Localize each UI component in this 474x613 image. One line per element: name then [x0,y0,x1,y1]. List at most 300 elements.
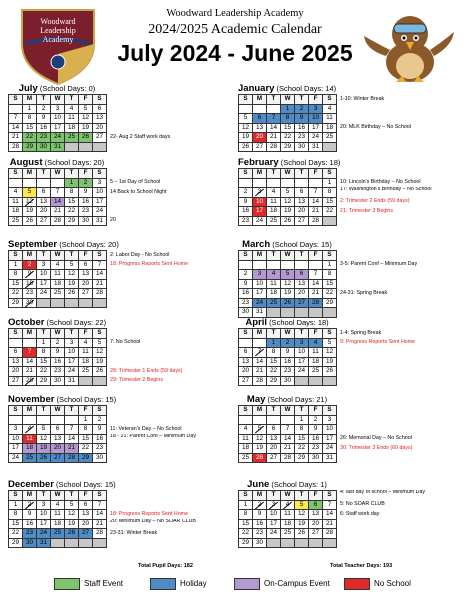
week-row [239,298,337,308]
day-cell: 12 [295,510,309,520]
day-cell [23,178,37,188]
day-cell: 27 [9,376,23,386]
day-cell: 10 [65,348,79,358]
month-notes [110,94,236,151]
legend-label: On-Campus Event [264,579,330,588]
month-name: January [238,83,275,94]
event-note: 22- Aug 2 Staff work days [110,133,171,140]
event-note: 29: Trimester 2 Begins [110,377,163,383]
week-row [239,538,337,548]
event-note [110,123,236,133]
day-cell [93,376,107,386]
event-note [110,328,236,338]
day-cell: 5 [93,338,107,348]
day-cell: 29 [281,142,295,152]
day-cell: 7 [323,500,337,510]
day-cell: 18 [281,519,295,529]
day-cell: 23 [239,298,253,308]
month-grid [8,405,107,463]
month-september [8,239,238,306]
day-cell: 7 [93,500,107,510]
day-cell: 20 [79,279,93,289]
day-cell: 24 [65,367,79,377]
day-cell: 17 [9,444,23,454]
day-cell: 28 [309,216,323,226]
weekday-header: F [79,95,93,105]
day-cell: 26 [79,133,93,143]
week-row [9,529,107,539]
day-cell: 31 [323,453,337,463]
event-note [110,490,236,500]
day-cell: 21 [281,444,295,454]
weekday-header: S [9,329,23,339]
day-cell: 17 [267,519,281,529]
day-cell: 1 [267,338,281,348]
event-note: 5 – 1st Day of School [110,179,161,185]
month-notes [110,490,236,547]
day-cell: 18 [309,357,323,367]
day-cell: 26 [93,367,107,377]
month-grid [238,405,337,463]
month-notes [340,168,466,225]
day-cell [253,338,267,348]
day-cell: 13 [309,510,323,520]
day-cell: 21 [267,133,281,143]
event-note [340,453,466,463]
day-cell: 11 [65,114,79,124]
day-cell: 22 [9,289,23,299]
day-cell: 29 [23,142,37,152]
month-grid [238,250,337,318]
day-cell: 27 [37,216,51,226]
day-cell: 31 [65,376,79,386]
day-cell [309,538,323,548]
day-cell [253,415,267,425]
month-march [238,239,468,316]
day-cell [281,308,295,318]
weekday-header: M [23,406,37,416]
school-days-count: (School Days: 15) [56,480,116,489]
day-cell: 2 [239,188,253,198]
month-february [238,157,468,224]
day-cell: 23 [309,444,323,454]
event-note: 23-31: Winter Break [110,529,158,536]
day-cell: 30 [37,142,51,152]
day-cell [323,142,337,152]
day-cell: 15 [239,519,253,529]
event-note [340,168,466,178]
month-name: March [242,239,271,250]
day-cell: 20 [9,367,23,377]
day-cell [253,260,267,270]
day-cell: 6 [253,114,267,124]
day-cell: 23 [93,444,107,454]
day-cell: 22 [323,289,337,299]
day-cell: 10 [295,348,309,358]
week-row [9,216,107,226]
day-cell: 7 [253,348,267,358]
day-cell [65,415,79,425]
school-days-count: (School Days: 20) [59,240,119,249]
day-cell: 15 [9,279,23,289]
day-cell: 26 [239,142,253,152]
weekday-header: F [309,251,323,261]
event-note [340,405,466,415]
weekday-header: W [51,491,65,501]
day-cell: 10 [37,270,51,280]
day-cell: 30 [51,376,65,386]
day-cell: 8 [323,270,337,280]
weekday-header: F [309,491,323,501]
day-cell: 1 [65,178,79,188]
event-note [340,519,466,529]
weekday-header: S [9,406,23,416]
weekday-header: S [323,95,337,105]
month-notes [340,94,466,151]
month-name: July [18,83,38,94]
day-cell [37,178,51,188]
day-cell [295,538,309,548]
week-row [9,114,107,124]
week-row [9,500,107,510]
day-cell: 12 [79,114,93,124]
day-cell: 18 [51,279,65,289]
day-cell [309,260,323,270]
event-note [340,104,466,114]
weekday-header: S [93,169,107,179]
day-cell: 2 [79,178,93,188]
month-name: May [246,394,266,405]
month-title [238,318,336,328]
day-cell: 26 [65,529,79,539]
day-cell: 25 [23,453,37,463]
day-cell: 11 [9,197,23,207]
month-name: October [8,317,45,328]
day-cell: 27 [79,529,93,539]
week-row [9,425,107,435]
day-cell: 7 [93,260,107,270]
day-cell: 2 [295,104,309,114]
day-cell: 24 [323,444,337,454]
day-cell: 11 [309,348,323,358]
day-cell: 22 [79,444,93,454]
day-cell: 26 [23,216,37,226]
day-cell: 3 [65,338,79,348]
day-cell: 5 [281,270,295,280]
weekday-header: T [65,406,79,416]
day-cell: 29 [323,298,337,308]
week-row [239,123,337,133]
day-cell: 9 [253,510,267,520]
day-cell: 19 [239,133,253,143]
month-notes [340,490,466,547]
day-cell: 24 [295,367,309,377]
month-grid [8,250,107,308]
day-cell: 12 [281,279,295,289]
day-cell: 29 [79,453,93,463]
weekday-header: T [295,169,309,179]
day-cell: 11 [323,114,337,124]
day-cell: 30 [239,308,253,318]
day-cell [79,538,93,548]
day-cell: 6 [79,260,93,270]
event-note: 20: Minimum Day – No SOAR CLUB [110,518,196,524]
event-note [110,142,236,152]
day-cell: 27 [253,142,267,152]
day-cell: 13 [267,434,281,444]
day-cell: 31 [51,142,65,152]
event-note [340,269,466,279]
day-cell [93,538,107,548]
event-note [110,279,236,289]
day-cell: 16 [79,197,93,207]
day-cell [281,415,295,425]
month-notes [110,250,236,307]
day-cell: 25 [309,367,323,377]
day-cell: 19 [253,444,267,454]
day-cell: 26 [281,216,295,226]
day-cell: 4 [267,270,281,280]
day-cell: 30 [281,376,295,386]
day-cell: 11 [267,279,281,289]
day-cell: 8 [295,425,309,435]
logo-text-3: Academy [42,35,74,44]
day-cell: 18 [79,357,93,367]
legend-label: Staff Event [84,579,123,588]
day-cell: 15 [9,519,23,529]
week-row [9,348,107,358]
day-cell: 19 [37,444,51,454]
weekday-header: T [295,251,309,261]
day-cell: 30 [309,453,323,463]
day-cell: 18 [65,123,79,133]
day-cell: 23 [295,133,309,143]
day-cell [239,178,253,188]
event-note: 17: Washington's Birthday – No School [340,187,432,192]
day-cell [267,308,281,318]
day-cell: 3 [51,104,65,114]
day-cell: 28 [9,142,23,152]
day-cell: 9 [281,348,295,358]
month-november [8,394,238,461]
day-cell: 21 [93,519,107,529]
day-cell [295,178,309,188]
day-cell: 3 [323,415,337,425]
event-note [340,298,466,308]
day-cell [9,338,23,348]
weekday-header: T [37,491,51,501]
weekday-header: S [93,329,107,339]
day-cell: 13 [295,197,309,207]
day-cell: 30 [23,298,37,308]
day-cell [23,415,37,425]
month-december [8,479,238,546]
day-cell: 23 [253,529,267,539]
day-cell: 27 [309,529,323,539]
weekday-header: T [267,95,281,105]
school-days-count: (School Days: 20) [44,158,105,167]
day-cell: 3 [253,270,267,280]
weekday-header: T [37,95,51,105]
day-cell: 10 [93,188,107,198]
day-cell: 8 [9,270,23,280]
event-note [110,443,236,453]
day-cell: 3 [267,500,281,510]
day-cell [267,178,281,188]
day-cell [267,104,281,114]
day-cell [51,538,65,548]
event-note [340,424,466,434]
day-cell: 21 [323,519,337,529]
weekday-header: T [295,95,309,105]
week-row [9,357,107,367]
day-cell: 16 [295,123,309,133]
day-cell: 13 [79,270,93,280]
weekday-header: W [281,95,295,105]
day-cell: 24 [51,133,65,143]
weekday-header: S [239,329,253,339]
week-row [9,510,107,520]
event-note: 21: Trimester 3 Begins [340,207,393,214]
weekday-header: M [253,169,267,179]
day-cell: 8 [23,114,37,124]
weekday-header: F [79,251,93,261]
day-cell: 28 [253,376,267,386]
day-cell: 4 [79,338,93,348]
week-row [9,444,107,454]
week-row [9,376,107,386]
day-cell: 29 [295,453,309,463]
event-note [340,142,466,152]
weekday-header: S [323,251,337,261]
week-row [239,519,337,529]
day-cell [309,376,323,386]
day-cell: 28 [281,453,295,463]
day-cell: 3 [9,425,23,435]
day-cell: 22 [23,133,37,143]
day-cell: 17 [323,434,337,444]
month-notes [340,250,466,307]
event-note [340,357,466,367]
day-cell: 2 [93,415,107,425]
month-name: April [245,317,267,328]
week-row [239,367,337,377]
month-name: February [238,157,279,168]
weekday-header: M [23,491,37,501]
day-cell: 10 [309,114,323,124]
day-cell: 29 [267,376,281,386]
event-note: 18 - 21: Parent Conf – Minimum Day [110,433,196,439]
day-cell [239,415,253,425]
school-logo [12,4,104,86]
day-cell: 20 [93,123,107,133]
day-cell: 16 [253,519,267,529]
month-january [238,83,468,150]
month-title [8,158,106,168]
day-cell [51,415,65,425]
month-grid [8,168,107,226]
day-cell: 27 [295,216,309,226]
event-note: 26: Memorial Day – No School [340,435,412,441]
event-note: 14 Back to School Night [110,188,167,195]
day-cell: 2 [239,270,253,280]
legend-label: No School [374,579,411,588]
weekday-header: F [79,329,93,339]
day-cell: 20 [37,207,51,217]
week-row [239,270,337,280]
day-cell: 22 [295,444,309,454]
day-cell: 11 [23,434,37,444]
day-cell: 10 [323,425,337,435]
day-cell: 15 [79,434,93,444]
week-row [239,133,337,143]
day-cell: 9 [37,114,51,124]
day-cell: 10 [51,114,65,124]
day-cell: 22 [323,207,337,217]
day-cell: 28 [93,289,107,299]
weekday-header: S [323,329,337,339]
day-cell: 16 [309,434,323,444]
week-row [239,376,337,386]
weekday-header: T [267,406,281,416]
week-row [9,289,107,299]
day-cell: 24 [267,529,281,539]
day-cell: 20 [267,444,281,454]
weekday-header: S [9,169,23,179]
day-cell: 4 [239,425,253,435]
day-cell [295,308,309,318]
week-row [239,415,337,425]
weekday-header: M [253,491,267,501]
day-cell: 9 [79,188,93,198]
school-days-count: (School Days: 0) [39,84,96,93]
event-note: 1-10: Winter Break [340,95,385,102]
week-row [239,178,337,188]
month-grid [8,94,107,152]
event-note [110,298,236,308]
event-note [340,376,466,386]
weekday-header: T [295,329,309,339]
week-row [239,510,337,520]
eagle-mascot-image [360,10,456,86]
event-note [340,132,466,142]
day-cell: 14 [93,270,107,280]
day-cell: 5 [23,188,37,198]
day-cell: 19 [93,357,107,367]
month-may [238,394,468,461]
day-cell: 25 [267,298,281,308]
day-cell [79,142,93,152]
day-cell: 15 [65,197,79,207]
day-cell: 23 [37,133,51,143]
day-cell: 7 [309,270,323,280]
day-cell: 8 [9,510,23,520]
day-cell: 18 [9,207,23,217]
week-row [9,142,107,152]
day-cell: 17 [37,519,51,529]
day-cell: 21 [65,444,79,454]
legend [54,578,424,592]
day-cell: 19 [65,519,79,529]
weekday-header: W [51,95,65,105]
weekday-header: T [267,251,281,261]
day-cell [79,298,93,308]
event-note [340,113,466,123]
day-cell: 10 [37,510,51,520]
event-note: 2: Labor Day - No School [110,251,170,258]
day-cell [23,338,37,348]
event-note [110,206,236,216]
